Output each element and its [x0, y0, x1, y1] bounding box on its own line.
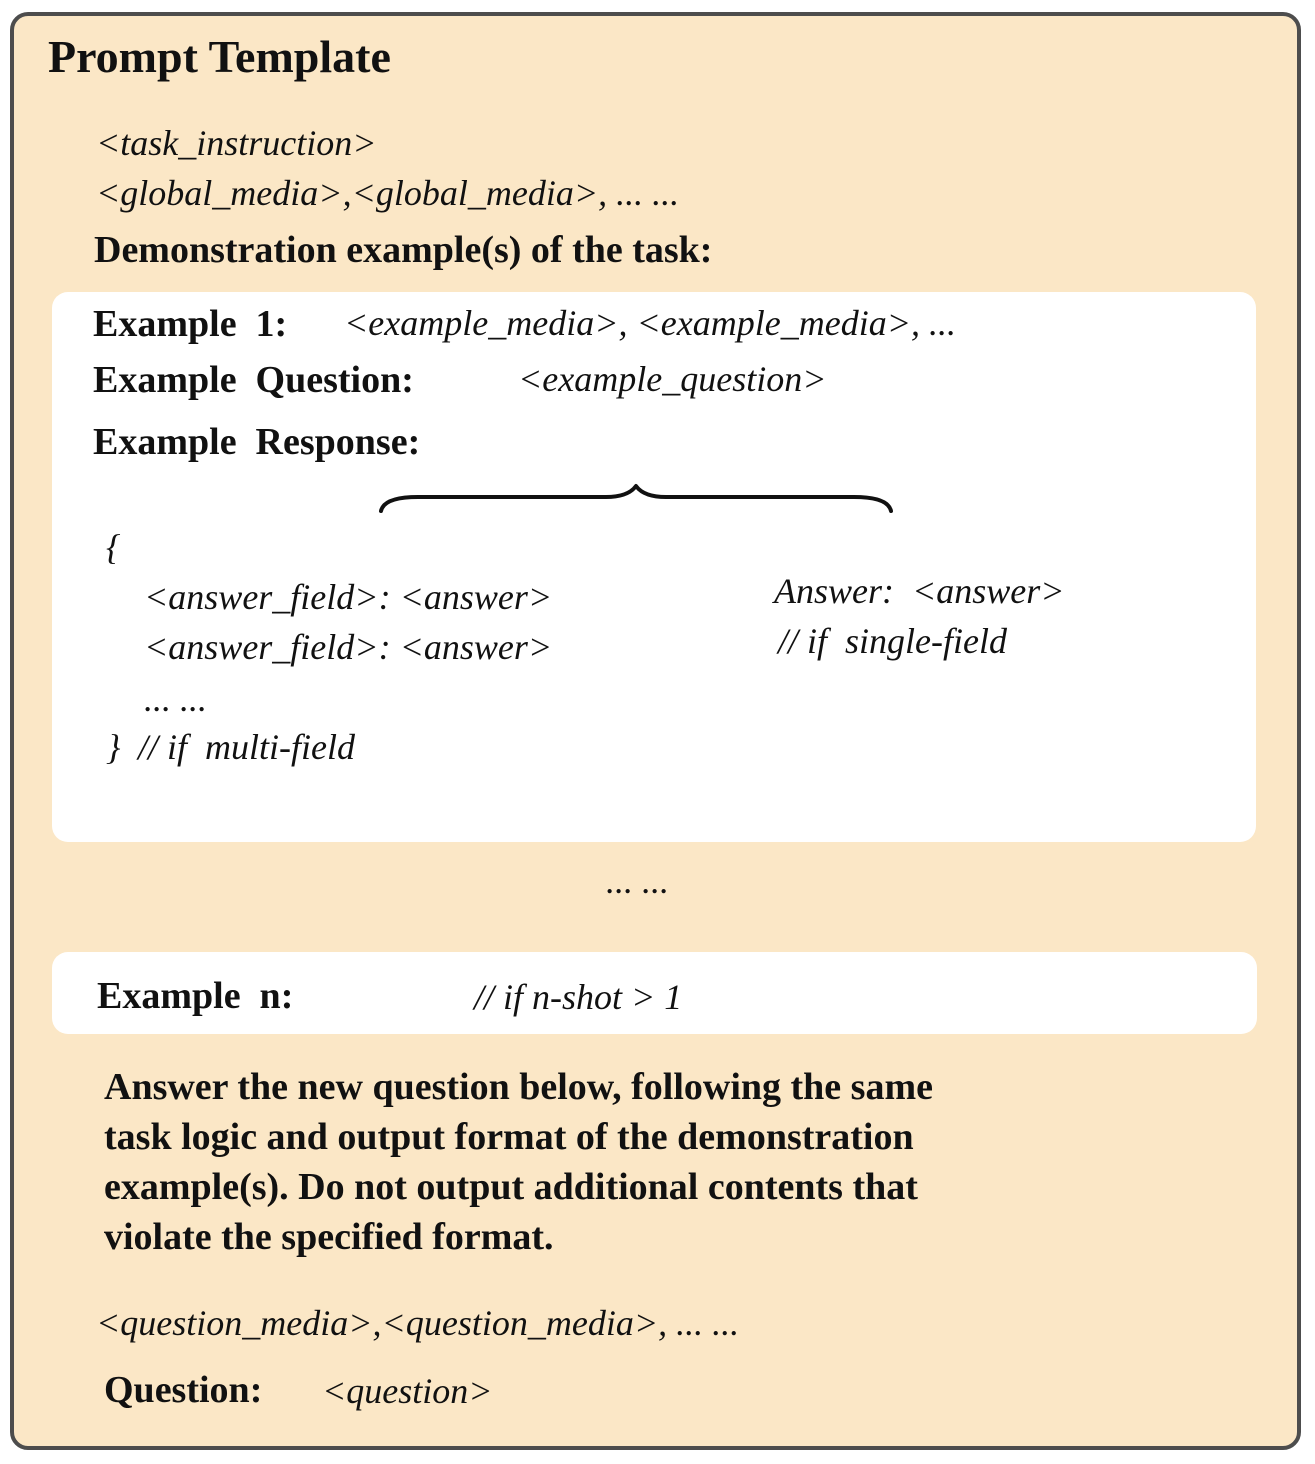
multi-field-comment: // if multi-field	[138, 727, 355, 767]
instruction-line-4: violate the specified format.	[104, 1216, 554, 1258]
example-media-placeholder: <example_media>, <example_media>, ...	[344, 303, 956, 343]
example-question-placeholder: <example_question>	[518, 359, 827, 399]
example-1-label: Example 1:	[93, 303, 288, 345]
panel-title: Prompt Template	[48, 31, 391, 82]
example-n-comment: // if n-shot > 1	[474, 977, 683, 1017]
answer-field-line-2: <answer_field>: <answer>	[144, 627, 553, 667]
between-examples-ellipsis: ... ...	[606, 861, 669, 901]
question-media-placeholder: <question_media>,<question_media>, ... ...	[96, 1303, 740, 1343]
single-field-comment: // if single-field	[778, 621, 1007, 661]
task-instruction-placeholder: <task_instruction>	[96, 123, 377, 163]
question-label: Question:	[104, 1369, 263, 1411]
instruction-line-3: example(s). Do not output additional contents that	[104, 1166, 918, 1208]
single-field-answer: Answer: <answer>	[774, 571, 1065, 611]
global-media-placeholder: <global_media>,<global_media>, ... ...	[96, 173, 680, 213]
multi-field-close-brace: }	[106, 727, 121, 767]
example-response-label: Example Response:	[93, 421, 421, 463]
answer-field-line-1: <answer_field>: <answer>	[144, 577, 553, 617]
curly-brace-icon	[378, 483, 894, 515]
demonstration-heading: Demonstration example(s) of the task:	[94, 229, 713, 271]
instruction-line-1: Answer the new question below, following the same	[104, 1066, 933, 1108]
example-n-label: Example n:	[97, 975, 294, 1017]
question-placeholder: <question>	[322, 1371, 493, 1411]
multi-field-open-brace: {	[106, 527, 121, 567]
example-question-label: Example Question:	[93, 359, 414, 401]
answer-field-ellipsis: ... ...	[144, 679, 207, 719]
instruction-line-2: task logic and output format of the demonstration	[104, 1116, 914, 1158]
